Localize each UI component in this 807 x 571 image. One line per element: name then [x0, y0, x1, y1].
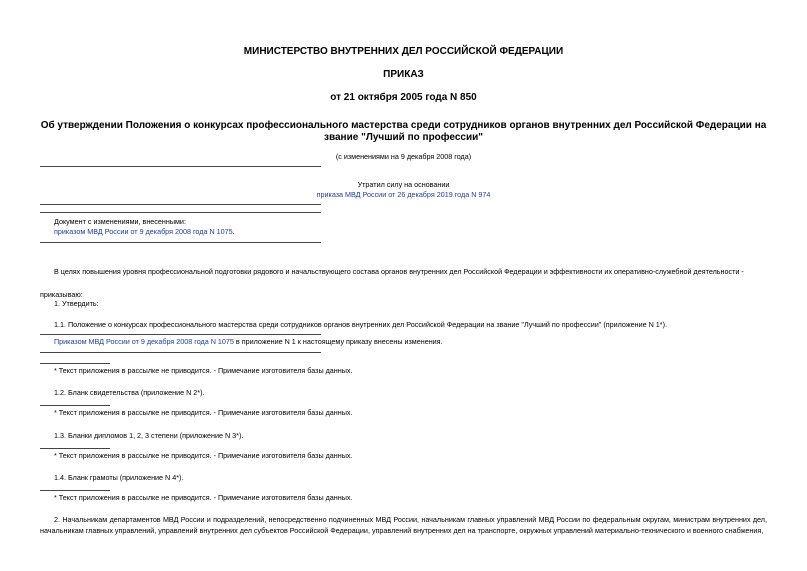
footnote-separator	[40, 448, 110, 449]
order-word: приказываю:	[40, 290, 83, 299]
footnote-separator	[40, 405, 110, 406]
divider	[40, 242, 321, 243]
item-1-1: 1.1. Положение о конкурсах профессионального мастерства среди сотрудников органов внутренних дел Российской Федерации на звание "Лучший по профессии" (приложение N 1*).	[54, 320, 667, 329]
footnote: * Текст приложения в рассылке не приводится. - Примечание изготовителя базы данных.	[54, 493, 353, 502]
amendments-link-text[interactable]: приказом МВД России от 9 декабря 2008 года N 1075	[54, 227, 233, 236]
document-date-number: от 21 октября 2005 года N 850	[330, 92, 477, 103]
item-1-4: 1.4. Бланк грамоты (приложение N 4*).	[54, 473, 184, 482]
divider	[40, 334, 321, 335]
item-2-paragraph: 2. Начальникам департаментов МВД России и подразделений, непосредственно подчиненных МВД России, начальникам главных управлений МВД России по федеральным округам, министрам внутренних дел, начальникам главных управлений, управлений внутренних дел субъектов Российской Федерации, управлений внутренних дел на транспорте, окружных управлений материально-технического и военного снабжения,	[40, 515, 767, 535]
divider	[40, 352, 321, 353]
footnote: * Текст приложения в рассылке не приводится. - Примечание изготовителя базы данных.	[54, 366, 353, 375]
item-1-2: 1.2. Бланк свидетельства (приложение N 2*).	[54, 388, 205, 397]
revision-note: (с изменениями на 9 декабря 2008 года)	[335, 152, 472, 161]
amendments-label: Документ с изменениями, внесенными:	[54, 217, 186, 226]
repeal-label: Утратил силу на основании	[357, 180, 450, 189]
footnote-separator	[40, 490, 110, 491]
repeal-link[interactable]: приказа МВД России от 26 декабря 2019 года N 974	[316, 190, 491, 199]
footnote-separator	[40, 363, 110, 364]
item-1: 1. Утвердить:	[54, 299, 99, 308]
amendment-note-text: в приложение N 1 к настоящему приказу внесены изменения.	[233, 337, 443, 346]
divider	[40, 212, 321, 213]
footnote: * Текст приложения в рассылке не приводится. - Примечание изготовителя базы данных.	[54, 451, 353, 460]
document-type: ПРИКАЗ	[383, 69, 424, 80]
document-title: Об утверждении Положения о конкурсах профессионального мастерства среди сотрудников органов внутренних дел Российской Федерации на звание "Лучший по профессии"	[40, 120, 767, 143]
intro-paragraph: В целях повышения уровня профессиональной подготовки рядового и начальствующего состава органов внутренних дел Российской Федерации и эффективности их оперативно-служебной деятельности -	[54, 267, 744, 276]
amendment-note-link[interactable]: Приказом МВД России от 9 декабря 2008 года N 1075	[54, 337, 234, 346]
divider	[40, 166, 321, 167]
amendment-note	[54, 337, 443, 346]
footnote: * Текст приложения в рассылке не приводится. - Примечание изготовителя базы данных.	[54, 408, 353, 417]
amendments-link[interactable]	[54, 227, 235, 236]
ministry-heading: МИНИСТЕРСТВО ВНУТРЕННИХ ДЕЛ РОССИЙСКОЙ ФЕДЕРАЦИИ	[243, 46, 564, 57]
item-1-3: 1.3. Бланки дипломов 1, 2, 3 степени (приложение N 3*).	[54, 431, 244, 440]
period: .	[232, 227, 235, 236]
divider	[40, 204, 321, 205]
